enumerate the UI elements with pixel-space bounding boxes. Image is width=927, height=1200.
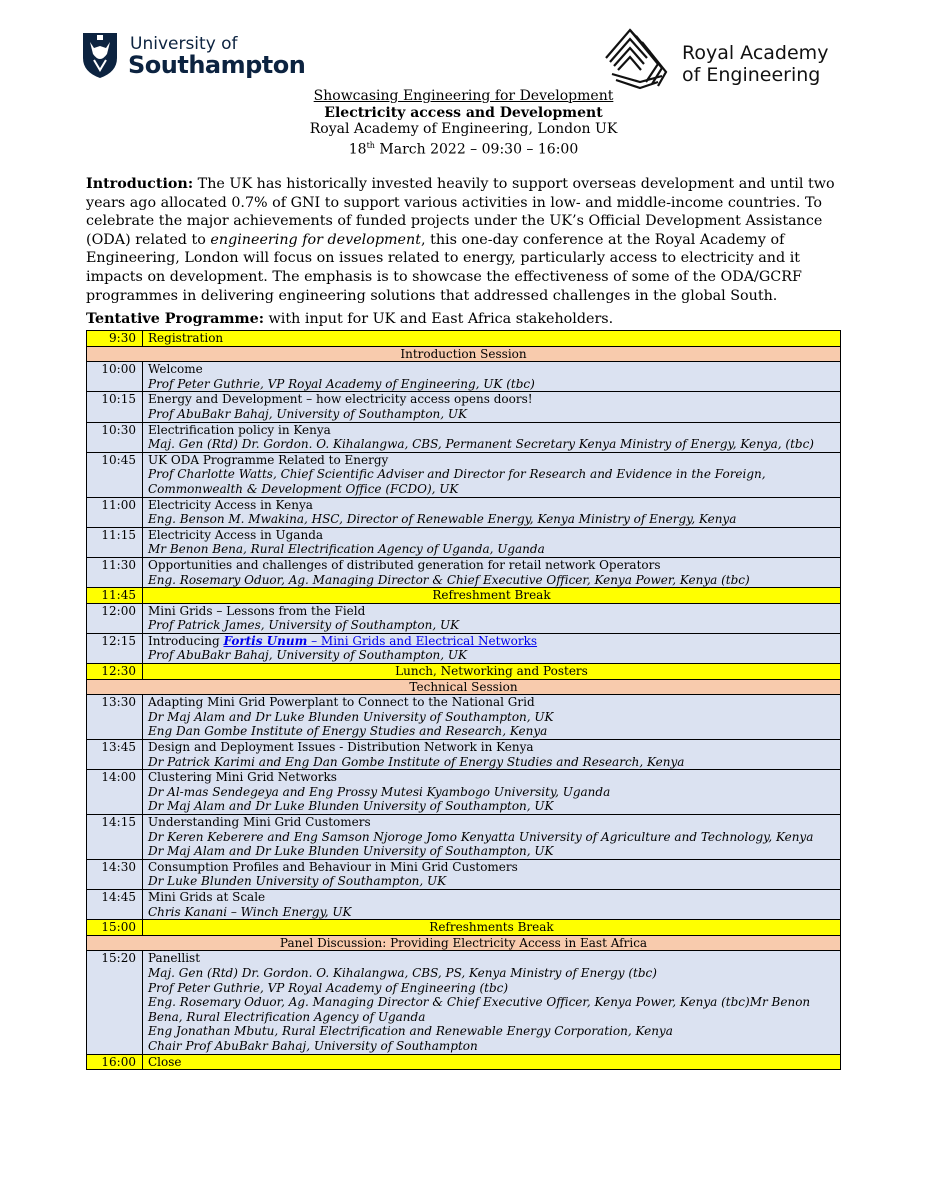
row-time: 14:30 (87, 859, 143, 889)
document-title: Showcasing Engineering for Development (313, 88, 614, 104)
event-date: 18th March 2022 – 09:30 – 16:00 (348, 140, 579, 158)
southampton-crest-icon (80, 30, 120, 80)
row-speaker: Dr Maj Alam and Dr Luke Blunden University of Southampton, UK (148, 844, 554, 859)
row-title: Registration (148, 331, 224, 345)
introduction-label: Introduction: (86, 176, 194, 192)
rae-logo-line2: of Engineering (682, 64, 821, 86)
programme-row (87, 664, 841, 680)
row-content (143, 1054, 841, 1070)
row-speaker: Prof AbuBakr Bahaj, University of Southampton, UK (148, 648, 467, 663)
row-title: Mini Grids – Lessons from the Field (148, 603, 366, 618)
row-title: UK ODA Programme Related to Energy (148, 452, 389, 467)
programme-label: Tentative Programme: (86, 311, 265, 327)
programme-heading (86, 311, 613, 327)
row-content (143, 392, 841, 422)
row-time: 13:45 (87, 740, 143, 770)
row-speaker: Dr Luke Blunden University of Southampton, UK (148, 874, 447, 889)
row-content (143, 362, 841, 392)
programme-row (87, 588, 841, 604)
programme-row (87, 346, 841, 362)
row-content (143, 331, 841, 347)
row-time: 12:15 (87, 633, 143, 663)
row-time: 16:00 (87, 1054, 143, 1070)
row-speaker: Eng. Rosemary Oduor, Ag. Managing Director & Chief Executive Officer, Kenya Power, Kenya (tbc) (148, 572, 750, 587)
programme-row (87, 935, 841, 951)
row-title: Welcome (148, 362, 203, 377)
row-title: Close (148, 1054, 182, 1069)
rae-striped-mark-icon (600, 22, 676, 90)
row-time: 15:00 (87, 920, 143, 936)
programme-row (87, 815, 841, 860)
session-heading: Introduction Session (87, 346, 841, 362)
programme-row (87, 859, 841, 889)
row-title: Design and Deployment Issues - Distribution Network in Kenya (148, 740, 534, 755)
document-header (0, 88, 927, 158)
row-time: 10:15 (87, 392, 143, 422)
programme-row (87, 695, 841, 740)
row-content (143, 603, 841, 633)
row-time: 14:45 (87, 889, 143, 919)
programme-note: with input for UK and East Africa stakeholders. (264, 311, 614, 327)
row-content (143, 815, 841, 860)
row-time: 12:30 (87, 664, 143, 680)
row-title: Mini Grids at Scale (148, 889, 266, 904)
programme-row (87, 740, 841, 770)
row-content (143, 740, 841, 770)
row-time: 12:00 (87, 603, 143, 633)
row-content (143, 920, 841, 936)
programme-row (87, 527, 841, 557)
row-content (143, 557, 841, 587)
row-title: Electricity Access in Uganda (148, 527, 324, 542)
row-time: 10:45 (87, 452, 143, 497)
row-content (143, 695, 841, 740)
row-speaker: Eng Dan Gombe Institute of Energy Studies and Research, Kenya (148, 724, 548, 739)
row-speaker: Dr Al-mas Sendegeya and Eng Prossy Mutesi Kyambogo University, Uganda (148, 784, 611, 799)
row-title: Energy and Development – how electricity access opens doors! (148, 392, 533, 407)
row-title: Refreshments Break (429, 920, 554, 935)
row-speaker: Maj. Gen (Rtd) Dr. Gordon. O. Kihalangwa, CBS, PS, Kenya Ministry of Energy (tbc) (148, 965, 657, 980)
southampton-logo-line2: Southampton (128, 51, 306, 79)
row-content (143, 664, 841, 680)
programme-row (87, 422, 841, 452)
programme-row (87, 497, 841, 527)
programme-row (87, 452, 841, 497)
programme-row (87, 951, 841, 1054)
row-content (143, 770, 841, 815)
session-heading: Technical Session (87, 679, 841, 695)
row-speaker: Prof Peter Guthrie, VP Royal Academy of Engineering (tbc) (148, 980, 509, 995)
row-content (143, 527, 841, 557)
venue: Royal Academy of Engineering, London UK (309, 121, 618, 137)
programme-row (87, 679, 841, 695)
programme-row (87, 889, 841, 919)
programme-row (87, 920, 841, 936)
session-heading: Panel Discussion: Providing Electricity Access in East Africa (87, 935, 841, 951)
row-speaker: Dr Maj Alam and Dr Luke Blunden University of Southampton, UK (148, 799, 554, 814)
row-speaker: Prof Peter Guthrie, VP Royal Academy of Engineering, UK (tbc) (148, 376, 535, 391)
row-time: 14:15 (87, 815, 143, 860)
row-content (143, 859, 841, 889)
row-title: Adapting Mini Grid Powerplant to Connect to the National Grid (148, 695, 535, 710)
row-speaker: Eng. Rosemary Oduor, Ag. Managing Director & Chief Executive Officer, Kenya Power, Kenya (tbc)Mr Benon Bena, Rural Electrification Agency of Uganda (148, 995, 811, 1024)
row-content (143, 452, 841, 497)
row-time: 10:00 (87, 362, 143, 392)
row-content (143, 889, 841, 919)
royal-academy-of-engineering-logo (600, 22, 860, 90)
fortis-unum-link[interactable]: Fortis Unum – Mini Grids and Electrical Networks (223, 633, 538, 648)
row-content (143, 497, 841, 527)
row-time: 10:30 (87, 422, 143, 452)
row-speaker: Prof Patrick James, University of Southampton, UK (148, 618, 460, 633)
row-title: Clustering Mini Grid Networks (148, 770, 337, 785)
row-title: Electrification policy in Kenya (148, 422, 331, 437)
row-time: 11:45 (87, 588, 143, 604)
row-title: Lunch, Networking and Posters (395, 664, 588, 679)
programme-row (87, 633, 841, 663)
row-speaker: Dr Keren Keberere and Eng Samson Njoroge Jomo Kenyatta University of Agriculture and Technology, Kenya (148, 829, 814, 844)
southampton-logo-line1: University of (130, 34, 238, 54)
programme-row (87, 1054, 841, 1070)
row-title: Electricity Access in Kenya (148, 497, 313, 512)
programme-table (86, 330, 841, 1070)
introduction-paragraph: Introduction: The UK has historically invested heavily to support overseas development and until two years ago allocated 0.7% of GNI to support various activities in low- and middle-income countries. To celebrate the major achievements of funded projects under the UK’s Official Development Assistance (ODA) related to engineering for development, this one-day conference at the Royal Academy of Engineering, London will focus on issues related to energy, particularly access to electricity and it impacts on development. The emphasis is to showcase the effectiveness of some of the ODA/GCRF programmes in delivering engineering solutions that addressed challenges in the global South. (86, 176, 835, 304)
row-content (143, 422, 841, 452)
row-content (143, 588, 841, 604)
row-time: 14:00 (87, 770, 143, 815)
programme-row (87, 557, 841, 587)
introduction-emphasis: engineering for development (210, 231, 421, 248)
row-title: Understanding Mini Grid Customers (148, 815, 371, 829)
programme-row (87, 362, 841, 392)
row-title: Introducing Fortis Unum – Mini Grids and Electrical Networks (148, 633, 538, 648)
row-speaker: Chair Prof AbuBakr Bahaj, University of Southampton (148, 1038, 478, 1053)
row-time: 11:15 (87, 527, 143, 557)
programme-row (87, 770, 841, 815)
row-content (143, 633, 841, 663)
programme-row (87, 392, 841, 422)
row-time: 11:30 (87, 557, 143, 587)
university-of-southampton-logo (80, 30, 310, 84)
row-time: 9:30 (87, 331, 143, 347)
row-speaker: Mr Benon Bena, Rural Electrification Agency of Uganda, Uganda (148, 542, 545, 557)
document-subtitle: Electricity access and Development (324, 104, 603, 121)
row-speaker: Chris Kanani – Winch Energy, UK (148, 904, 352, 919)
row-content (143, 951, 841, 1054)
row-speaker: Prof Charlotte Watts, Chief Scientific Adviser and Director for Research and Evidence in the Foreign, Commonwealth & Development Office (FCDO), UK (148, 467, 766, 496)
row-speaker: Dr Maj Alam and Dr Luke Blunden University of Southampton, UK (148, 709, 554, 724)
row-time: 13:30 (87, 695, 143, 740)
row-speaker: Prof AbuBakr Bahaj, University of Southampton, UK (148, 406, 467, 421)
row-title: Opportunities and challenges of distributed generation for retail network Operators (148, 557, 661, 572)
programme-row (87, 331, 841, 347)
rae-logo-line1: Royal Academy (682, 42, 829, 64)
row-speaker: Eng Jonathan Mbutu, Rural Electrification and Renewable Energy Corporation, Kenya (148, 1024, 673, 1039)
programme-row (87, 603, 841, 633)
row-speaker: Maj. Gen (Rtd) Dr. Gordon. O. Kihalangwa, CBS, Permanent Secretary Kenya Ministry of Energy, Kenya, (tbc) (148, 437, 814, 452)
row-time: 11:00 (87, 497, 143, 527)
row-speaker: Eng. Benson M. Mwakina, HSC, Director of Renewable Energy, Kenya Ministry of Energy, Kenya (148, 512, 737, 527)
row-title: Refreshment Break (432, 588, 551, 603)
row-title: Consumption Profiles and Behaviour in Mini Grid Customers (148, 859, 518, 874)
row-title: Panellist (148, 951, 201, 966)
row-speaker: Dr Patrick Karimi and Eng Dan Gombe Institute of Energy Studies and Research, Kenya (148, 754, 685, 769)
row-time: 15:20 (87, 951, 143, 1054)
